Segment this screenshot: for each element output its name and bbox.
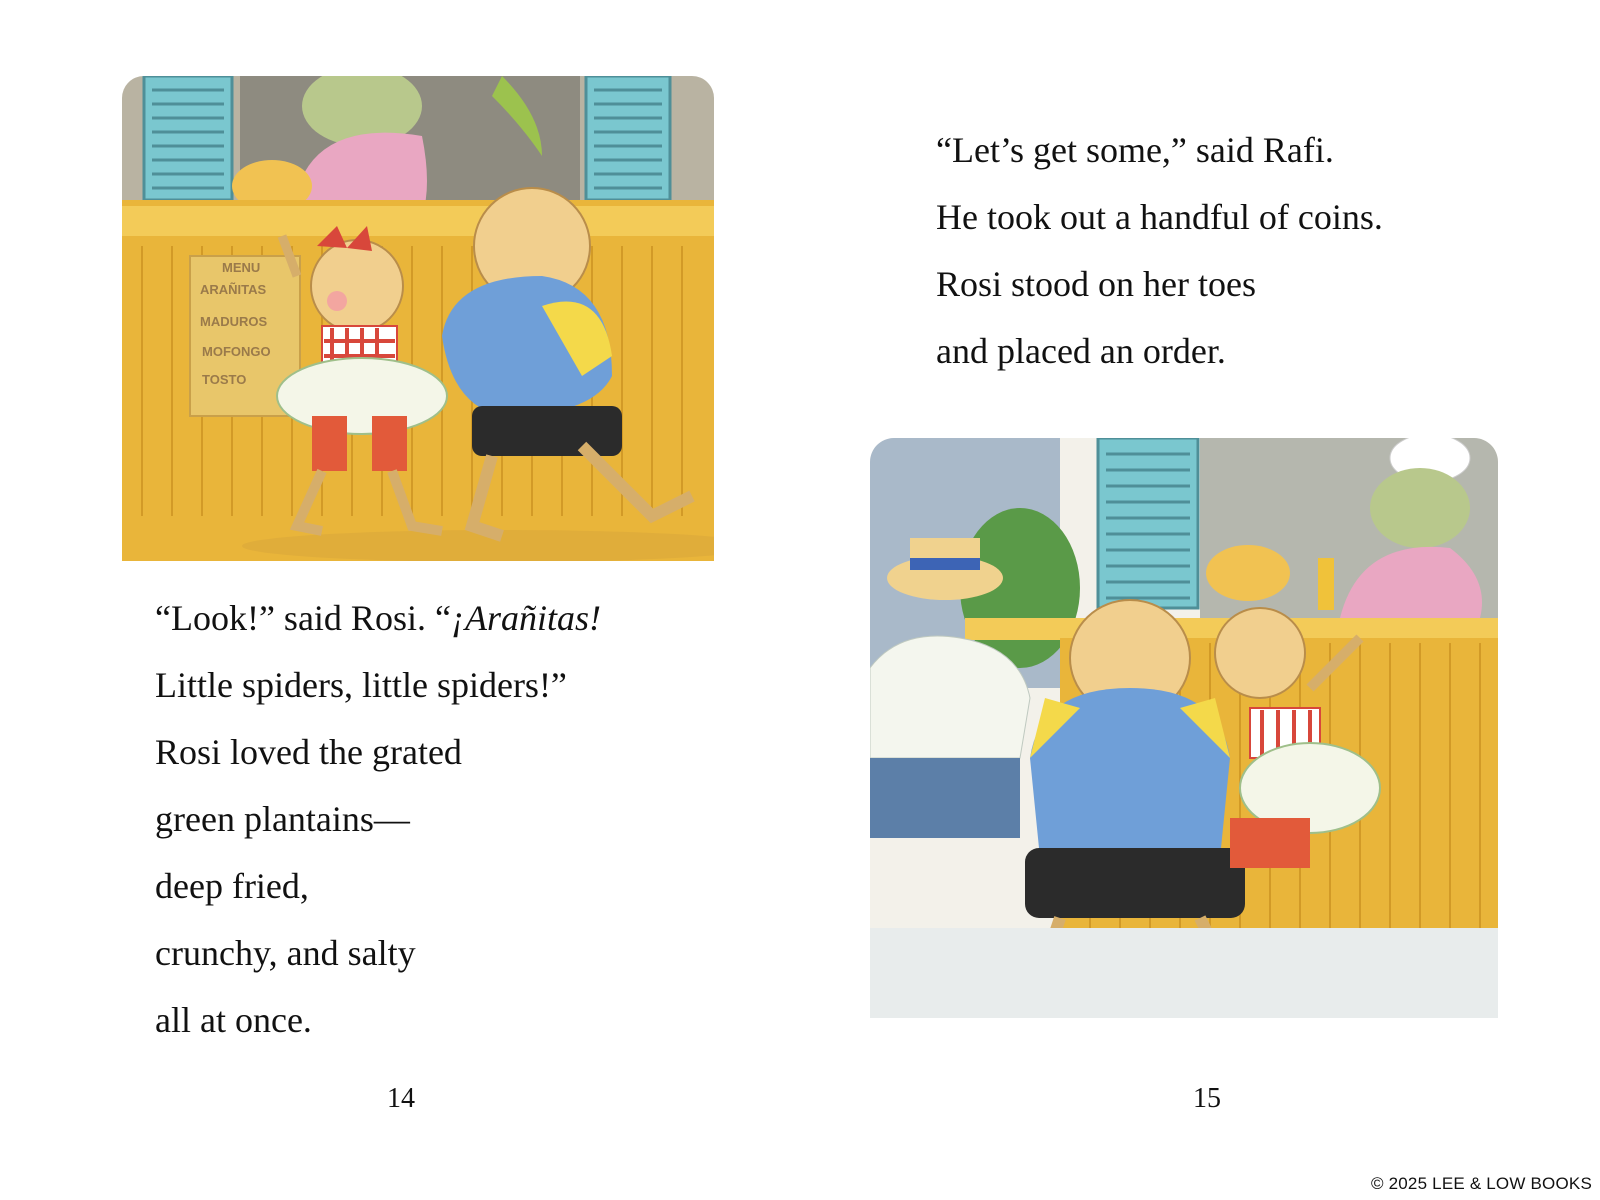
story-line: “Let’s get some,” said Rafi. xyxy=(936,130,1334,170)
shutter-right xyxy=(586,76,670,200)
illustration-ordering-counter xyxy=(870,438,1498,1018)
menu-sign-item: MADUROS xyxy=(200,314,268,329)
illustration-food-stand-rosi-rafi xyxy=(122,76,714,561)
menu-sign-item: TOSTO xyxy=(202,372,247,387)
story-line: Little spiders, little spiders!” xyxy=(155,665,567,705)
copyright-notice: © 2025 LEE & LOW BOOKS xyxy=(1370,1174,1592,1193)
page-number-right: 15 xyxy=(1193,1083,1221,1114)
story-line: and placed an order. xyxy=(936,331,1226,371)
story-line: He took out a handful of coins. xyxy=(936,197,1383,237)
story-line: Rosi loved the grated xyxy=(155,732,462,772)
story-line: crunchy, and salty xyxy=(155,933,416,973)
story-text-left xyxy=(155,585,601,1054)
story-line: Rosi stood on her toes xyxy=(936,264,1256,304)
right-page xyxy=(800,0,1600,1200)
shutter-left xyxy=(144,76,232,200)
story-line: deep fried, xyxy=(155,866,309,906)
story-text-right xyxy=(936,117,1383,385)
page-number-left: 14 xyxy=(387,1083,415,1114)
story-line: all at once. xyxy=(155,1000,312,1040)
menu-sign-title: MENU xyxy=(222,260,261,275)
story-line: “Look!” said Rosi. “¡Arañitas! xyxy=(155,598,601,638)
story-line: green plantains— xyxy=(155,799,410,839)
shutter xyxy=(1098,438,1198,608)
menu-sign-item: ARAÑITAS xyxy=(200,282,267,297)
menu-sign-item: MOFONGO xyxy=(202,344,271,359)
